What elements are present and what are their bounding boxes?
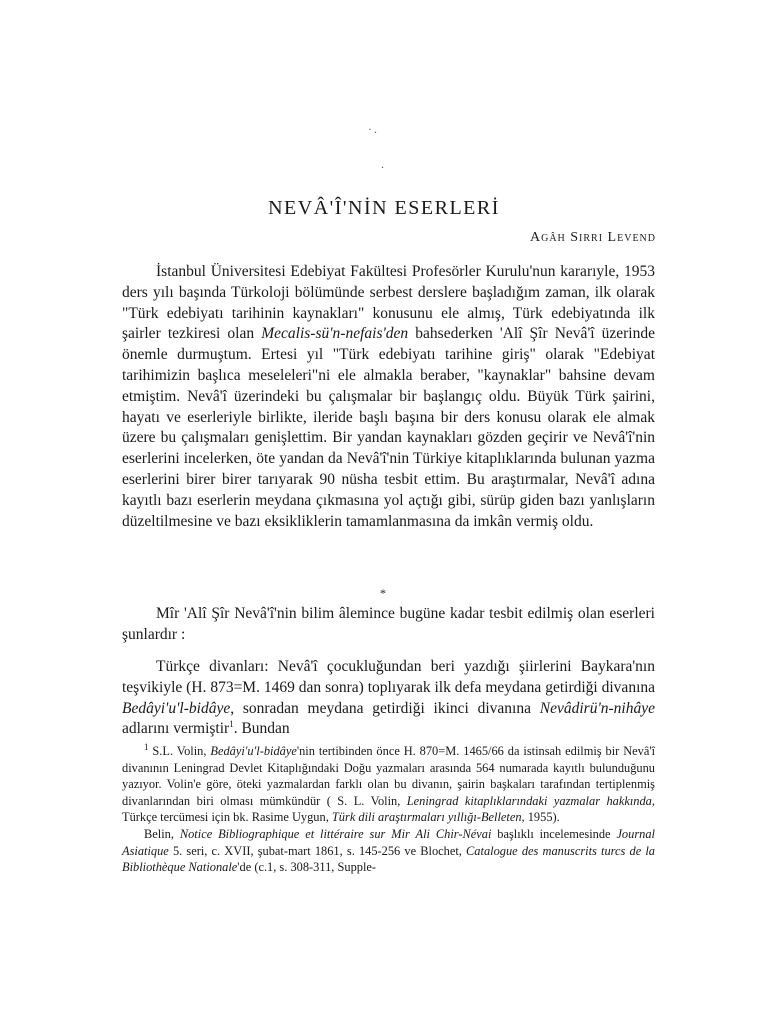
text-run: İstanbul Üniversitesi Edebiyat Fakültesi Profesörler Kurulu'nun kararıyle, 1953 ders yılı başında Türkoloji bölümünde serbest derslere başladığım zaman, ilk olarak "Türk edebiyatı tarihinin kaynakları" konusunu ele almış, Türk edebiyatında ilk şairler tezkiresi olan (122, 263, 655, 343)
footnote-marker: 1 (229, 719, 234, 730)
footnote-1 (122, 743, 655, 826)
text-run: , sonradan meydana getirdiği ikinci divanına (230, 699, 540, 717)
text-run: , Türkçe tercümesi için bk. Rasime Uygun, (122, 793, 655, 825)
text-run: başlıklı incelemesinde (491, 826, 617, 841)
italic-title: Bedâyi'u'l-bidâye (122, 699, 231, 717)
text-run: . Bundan (233, 720, 290, 738)
italic-title: Journal Asiatique (122, 826, 655, 858)
text-run: bahsederken 'Alî Şîr Nevâ'î üzerinde önemle durmuştum. Ertesi yıl "Türk edebiyatı tarihine giriş" olarak "Edebiyat tarihimizin başlıca meseleleri"ni ele almakla beraber, "kaynaklar" bahsine devam etmiştim. Nevâ'î üzerindeki bu çalışmalar bir başlangıç oldu. Büyük Türk şairini, hayatı ve eserleriyle birlikte, ileride başlı başına bir ders konusu olarak ele almak üzere bu çalışmaları genişlettim. Bir yandan kaynakları gözden geçirir ve Nevâ'î'nin eserlerini incelerken, öte yandan da Nevâ'î'nin Türkiye kitaplıklarında bulunan yazma eserlerini birer birer tarıyarak 90 nüsha tesbit ettim. Bu araştırmalar, Nevâ'î adına kayıtlı bazı eserlerin meydana çıkmasına yol açtığı gibi, sürüp giden bazı yanlışların düzeltilmesine ve bazı eksikliklerin tamamlanmasına da imkân vermiş oldu. (122, 325, 655, 530)
italic-title: Mecalis-sü'n-nefais'den (261, 325, 409, 343)
article-author: Agâh Sırrı Levend (530, 230, 656, 245)
printer-dot: . (381, 157, 384, 171)
text-run: 1955). (524, 810, 560, 825)
article-title: NEVÂ'Î'NİN ESERLERİ (268, 197, 500, 220)
text-run: Belin, (144, 826, 180, 841)
footnotes (122, 743, 655, 876)
text-run: 'nin tertibinden önce H. 870=M. 1465/66 da istinsah edilmiş bir Nevâ'î divanının Leningrad Devlet Kitaplığındaki Doğu yazmaları arasında 564 numarada kayıtlı bulunduğunu yazıyor. Volin'e göre, öteki yazmalardan farklı olan bu divanın, şairin başkaları tarafından tertiplenmiş divanlarından biri olması mümkündür ( S. L. Volin, (122, 744, 656, 808)
paragraph-works-intro (122, 604, 655, 646)
paragraph-intro (122, 262, 655, 532)
section-separator: * (380, 586, 386, 600)
footnote-number: 1 (144, 741, 149, 752)
text-run: Mîr 'Alî Şîr Nevâ'î'nin bilim âlemince bugüne kadar tesbit edilmiş olan eserleri şunlardır : (122, 605, 655, 643)
text-run: adlarını vermiştir (122, 720, 230, 738)
footnote-2 (122, 826, 655, 876)
text-run: Türkçe divanları: Nevâ'î çocukluğundan beri yazdığı şiirlerini Baykara'nın teşvikiyle (H. 873=M. 1469 dan sonra) toplıyarak ilk defa meydana getirdiği divanına (122, 658, 655, 696)
italic-title: Bedâyi'u'l-bidâye (210, 744, 297, 758)
italic-title: Türk dili araştırmaları yıllığı-Belleten, (331, 810, 525, 825)
text-run: S.L. Volin, (148, 744, 211, 758)
italic-title: Catalogue des manuscrits turcs de la Bibliothèque Nationale (122, 843, 655, 875)
text-run: 5. seri, c. XVII, şubat-mart 1861, s. 145-256 ve Blochet, (168, 843, 467, 858)
paragraph-divans (122, 657, 655, 740)
italic-title: Leningrad kitaplıklarındaki yazmalar hakkında (406, 793, 652, 808)
italic-title: Notice Bibliographique et littéraire sur Mir Ali Chir-Névai (179, 826, 492, 841)
italic-title: Nevâdirü'n-nihâye (539, 699, 655, 717)
printer-marks: ·. (368, 122, 379, 136)
text-run: 'de (c.1, s. 308-311, Supple- (237, 860, 377, 875)
